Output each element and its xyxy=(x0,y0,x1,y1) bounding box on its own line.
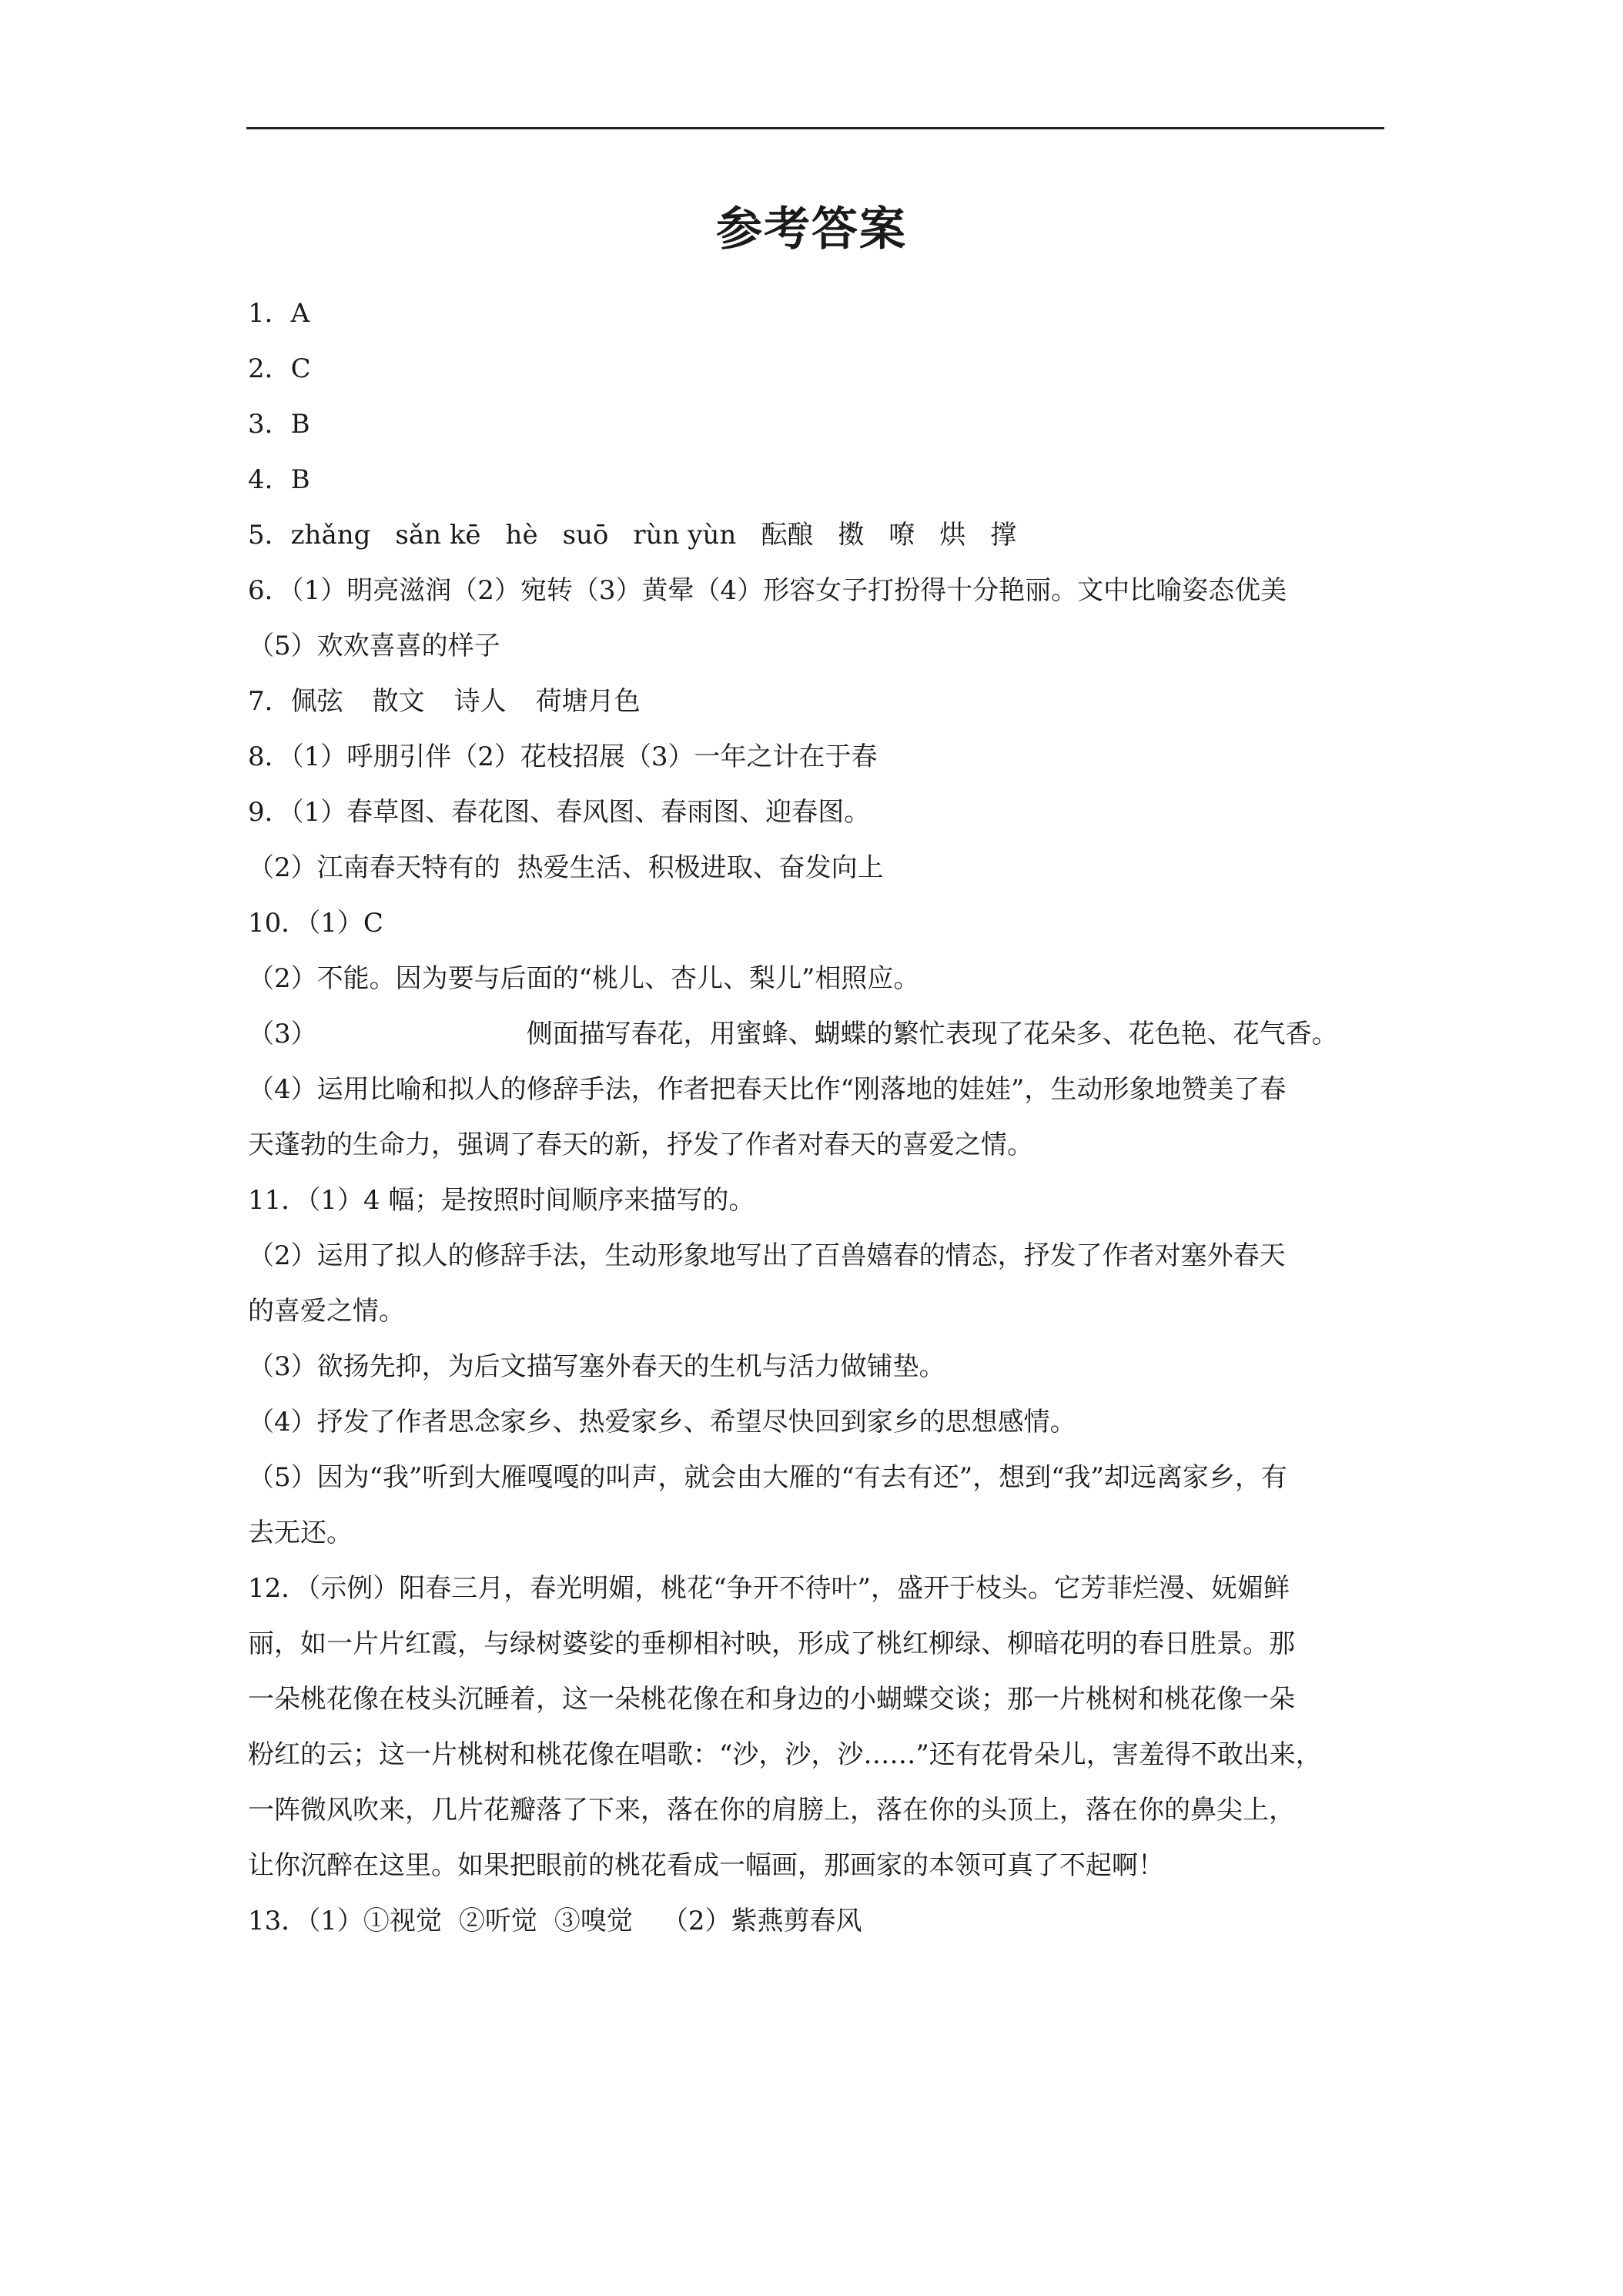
answer-2: 2．C xyxy=(248,353,311,384)
answer-5-item: suō xyxy=(562,520,609,551)
answer-10-line-5: 天蓬勃的生命力，强调了春天的新，抒发了作者对春天的喜爱之情。 xyxy=(248,1130,1033,1160)
answer-5 xyxy=(248,518,1016,552)
answer-11-line-4: （3）欲扬先抑，为后文描写塞外春天的生机与活力做铺垫。 xyxy=(248,1351,945,1382)
answer-5-item: 擞 xyxy=(838,520,865,551)
answer-11-line-2: （2）运用了拟人的修辞手法，生动形象地写出了百兽嬉春的情态，抒发了作者对塞外春天 xyxy=(248,1240,1286,1271)
answer-5-item: rùn yùn xyxy=(633,520,737,551)
answer-6-line-1: 6．（1）明亮滋润（2）宛转（3）黄晕（4）形容女子打扮得十分艳丽。文中比喻姿态优美 xyxy=(248,575,1287,606)
answer-7 xyxy=(248,684,641,718)
answer-5-number: 5． xyxy=(248,520,291,551)
answer-12-line-6: 让你沉醉在这里。如果把眼前的桃花看成一幅画，那画家的本领可真了不起啊！ xyxy=(248,1850,1164,1881)
answer-4: 4．B xyxy=(248,464,310,495)
answer-11-line-3: 的喜爱之情。 xyxy=(248,1296,405,1327)
answer-5-item: 撑 xyxy=(990,520,1017,551)
answer-5-item: sǎn kē xyxy=(395,520,481,551)
answer-13-part-1: 13．（1）①视觉 xyxy=(248,1906,442,1936)
answer-9-line-1: 9．（1）春草图、春花图、春风图、春雨图、迎春图。 xyxy=(248,797,871,828)
answer-10-line-3 xyxy=(248,1017,1338,1051)
header-rule xyxy=(246,127,1384,129)
answer-13-part-4: （2）紫燕剪春风 xyxy=(661,1906,862,1936)
answer-9-part-b: 热爱生活、积极进取、奋发向上 xyxy=(517,852,884,883)
answer-11-line-7: 去无还。 xyxy=(248,1518,353,1548)
answer-7-item: 佩弦 xyxy=(290,686,343,717)
answer-10-line-4: （4）运用比喻和拟人的修辞手法，作者把春天比作“刚落地的娃娃”，生动形象地赞美了春 xyxy=(248,1074,1287,1105)
answer-13-part-3: ③嗅觉 xyxy=(554,1906,633,1936)
answer-10-part-b: 侧面描写春花，用蜜蜂、蝴蝶的繁忙表现了花朵多、花色艳、花气香。 xyxy=(526,1019,1338,1049)
answer-9-part-a: （2）江南春天特有的 xyxy=(248,852,500,883)
answer-11-line-1: 11．（1）4 幅；是按照时间顺序来描写的。 xyxy=(248,1185,755,1216)
answer-10-line-2: （2）不能。因为要与后面的“桃儿、杏儿、梨儿”相照应。 xyxy=(248,963,920,994)
page-title: 参考答案 xyxy=(716,202,907,256)
answer-11-line-6: （5）因为“我”听到大雁嘎嘎的叫声，就会由大雁的“有去有还”，想到“我”却远离家乡，有 xyxy=(248,1462,1287,1493)
answer-5-item: hè xyxy=(505,520,538,551)
answer-5-item: zhǎng xyxy=(290,520,371,551)
answer-8: 8．（1）呼朋引伴（2）花枝招展（3）一年之计在于春 xyxy=(248,741,878,772)
answer-12-line-3: 一朵桃花像在枝头沉睡着，这一朵桃花像在和身边的小蝴蝶交谈；那一片桃树和桃花像一朵 xyxy=(248,1684,1295,1715)
answer-1: 1．A xyxy=(248,298,310,329)
answer-12-line-4: 粉红的云；这一片桃树和桃花像在唱歌：“沙，沙，沙……”还有花骨朵儿，害羞得不敢出来， xyxy=(248,1739,1322,1770)
answer-5-item: 嘹 xyxy=(888,520,915,551)
answer-7-number: 7． xyxy=(248,686,291,717)
answer-12-line-1: 12．（示例）阳春三月，春光明媚，桃花“争开不待叶”，盛开于枝头。它芳菲烂漫、妩媚鲜 xyxy=(248,1573,1290,1604)
answer-3: 3．B xyxy=(248,409,310,440)
answer-12-line-2: 丽，如一片片红霞，与绿树婆娑的垂柳相衬映，形成了桃红柳绿、柳暗花明的春日胜景。那 xyxy=(248,1628,1295,1659)
answer-10-line-1: 10．（1）C xyxy=(248,908,383,939)
answer-9-line-2 xyxy=(248,851,884,885)
answer-7-item: 散文 xyxy=(372,686,425,717)
answer-13-part-2: ②听觉 xyxy=(458,1906,537,1936)
answer-13 xyxy=(248,1904,862,1938)
answer-6-line-2: （5）欢欢喜喜的样子 xyxy=(248,631,500,661)
answer-11-line-5: （4）抒发了作者思念家乡、热爱家乡、希望尽快回到家乡的思想感情。 xyxy=(248,1407,1076,1438)
answer-5-item: 烘 xyxy=(939,520,966,551)
answer-10-part-a: （3） xyxy=(248,1019,317,1049)
answer-7-item: 荷塘月色 xyxy=(535,686,641,717)
answer-12-line-5: 一阵微风吹来，几片花瓣落了下来，落在你的肩膀上，落在你的头顶上，落在你的鼻尖上， xyxy=(248,1795,1295,1826)
answer-5-item: 酝酿 xyxy=(761,520,814,551)
answer-7-item: 诗人 xyxy=(453,686,507,717)
